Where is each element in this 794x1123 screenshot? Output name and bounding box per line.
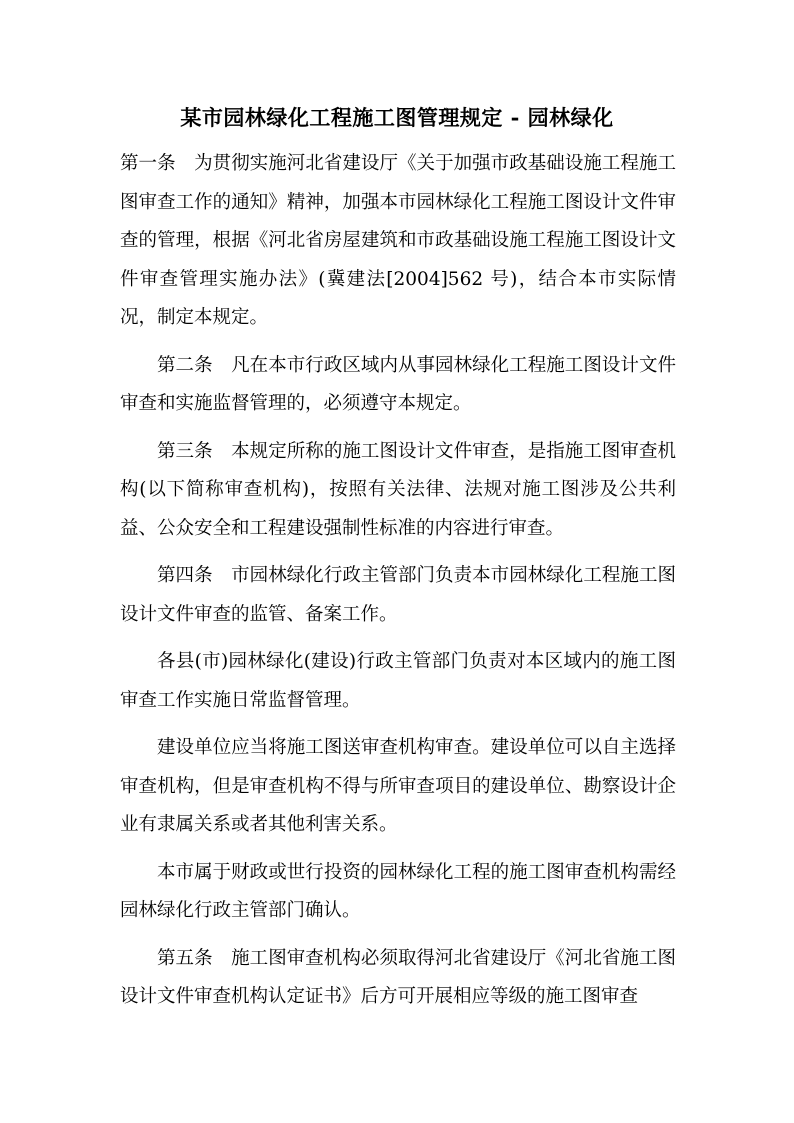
article-4-paragraph: 第四条 市园林绿化行政主管部门负责本市园林绿化工程施工图设计文件审查的监管、备案工作。 (120, 565, 676, 625)
article-1-paragraph: 第一条 为贯彻实施河北省建设厅《关于加强市政基础设施工程施工图审查工作的通知》精神，加强本市园林绿化工程施工图设计文件审查的管理，根据《河北省房屋建筑和市政基础设施工程施工图设计文件审查管理实施办法》(冀建法[2004]562 号)，结合本市实际情况，制定本规定。 (120, 153, 676, 328)
document-title: 某市园林绿化工程施工图管理规定 - 园林绿化 (180, 105, 614, 130)
document-body (120, 145, 676, 1017)
article-3-paragraph: 第三条 本规定所称的施工图设计文件审查，是指施工图审查机构(以下简称审查机构)，按照有关法律、法规对施工图涉及公共利益、公众安全和工程建设强制性标准的内容进行审查。 (120, 440, 676, 539)
construction-unit-paragraph: 建设单位应当将施工图送审查机构审查。建设单位可以自主选择审查机构，但是审查机构不得与所审查项目的建设单位、勘察设计企业有隶属关系或者其他利害关系。 (120, 737, 676, 835)
article-2-paragraph: 第二条 凡在本市行政区域内从事园林绿化工程施工图设计文件审查和实施监督管理的，必须遵守本规定。 (120, 354, 676, 414)
county-supervision-paragraph: 各县(市)园林绿化(建设)行政主管部门负责对本区域内的施工图审查工作实施日常监督管理。 (120, 651, 676, 711)
article-5-paragraph: 第五条 施工图审查机构必须取得河北省建设厅《河北省施工图设计文件审查机构认定证书》后方可开展相应等级的施工图审查 (120, 947, 676, 1007)
fiscal-investment-paragraph: 本市属于财政或世行投资的园林绿化工程的施工图审查机构需经园林绿化行政主管部门确认。 (120, 861, 676, 921)
